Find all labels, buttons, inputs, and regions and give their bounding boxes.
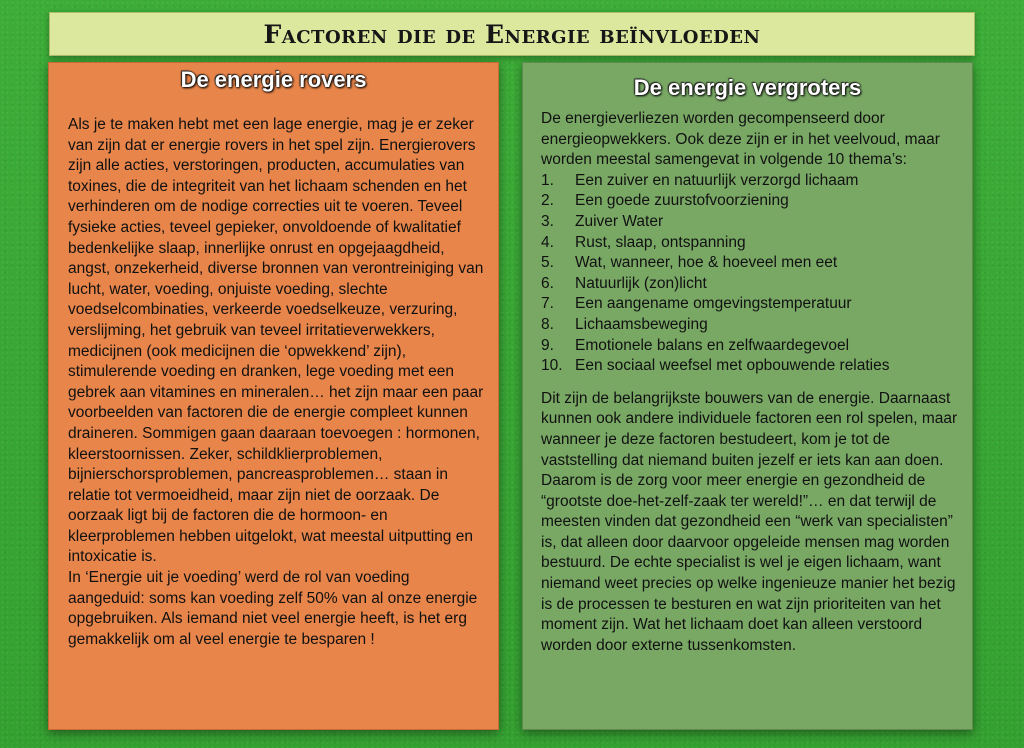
list-item-number: 2.: [541, 192, 554, 210]
spacer: [541, 377, 960, 389]
list-item: [541, 315, 960, 336]
list-item: [541, 274, 960, 295]
list-item-text: Rust, slaap, ontspanning: [575, 233, 746, 251]
list-item: [541, 356, 960, 377]
list-item-number: 8.: [541, 315, 554, 333]
list-item-text: Een sociaal weefsel met opbouwende relaties: [575, 357, 890, 375]
list-item-number: 1.: [541, 171, 554, 189]
list-item: [541, 336, 960, 357]
energy-boosters-intro: De energieverliezen worden gecompenseerd door energieopwekkers. Ook deze zijn er in het veelvoud, maar worden meestal samengevat in volgende 10 thema’s:: [541, 110, 940, 169]
energy-boosters-panel: [522, 62, 973, 730]
list-item: [541, 212, 960, 233]
energy-robbers-paragraph-2: In ‘Energie uit je voeding’ werd de rol van voeding aangeduid: soms kan voeding zelf 50% van al onze energie opgebruiken. Als iemand niet veel energie heeft, is het erg gemakkelijk om al veel energie te besparen !: [68, 569, 478, 648]
energy-boosters-outro: Dit zijn de belangrijkste bouwers van de energie. Daarnaast kunnen ook andere individuele factoren een rol spelen, maar wanneer je deze factoren bestudeert, kom je tot de vaststelling dat niemand buiten jezelf er iets kan aan doen. Daarom is de zorg voor meer energie en gezondheid de “grootste doe-het-zelf-zaak ter wereld!”… en dat terwijl de meesten vinden dat gezondheid een “werk van specialisten” is, dat alleen door daarvoor opgeleide mensen mag worden bestuurd. De echte specialist is wel je eigen lichaam, want niemand weet precies op welke ingenieuze manier het bezig is de processen te besturen en wat zijn prioriteiten van het moment zijn. Wat het lichaam doet kan alleen verstoord worden door externe tussenkomsten.: [541, 389, 958, 654]
list-item: [541, 191, 960, 212]
list-item-number: 7.: [541, 295, 554, 313]
list-item-text: Natuurlijk (zon)licht: [575, 274, 707, 292]
energy-robbers-panel: [48, 62, 499, 730]
list-item-text: Een goede zuurstofvoorziening: [575, 192, 789, 210]
list-item-text: Een aangename omgevingstemperatuur: [575, 295, 852, 313]
energy-robbers-heading: De energie rovers: [180, 67, 367, 92]
list-item: [541, 253, 960, 274]
energy-boosters-list: [541, 171, 960, 377]
list-item-text: Zuiver Water: [575, 212, 664, 230]
list-item-number: 3.: [541, 212, 554, 230]
energy-boosters-body: [541, 109, 960, 656]
list-item-text: Wat, wanneer, hoe & hoeveel men eet: [575, 254, 838, 272]
list-item: [541, 233, 960, 254]
energy-boosters-heading: De energie vergroters: [633, 75, 862, 100]
list-item: [541, 294, 960, 315]
energy-robbers-body: [68, 115, 486, 650]
list-item: [541, 171, 960, 192]
list-item-text: Emotionele balans en zelfwaardegevoel: [575, 336, 850, 354]
list-item-number: 5.: [541, 254, 554, 272]
list-item-text: Een zuiver en natuurlijk verzorgd lichaam: [575, 171, 859, 189]
page-title: Factoren die de Energie beïnvloeden: [263, 19, 761, 49]
list-item-number: 10.: [541, 357, 563, 375]
list-item-number: 4.: [541, 233, 554, 251]
title-banner: [49, 12, 975, 56]
energy-robbers-paragraph-1: Als je te maken hebt met een lage energie, mag je er zeker van zijn dat er energie rovers in het spel zijn. Energierovers zijn alle acties, verstoringen, producten, accumulaties van toxines, die de integriteit van het lichaam schenden en het verhinderen om de nodige correcties uit te voeren. Teveel fysieke acties, teveel gepieker, onvoldoende of kwalitatief bedenkelijke slaap, innerlijke onrust en opgejaagdheid, angst, onzekerheid, diverse bronnen van verontreiniging van lucht, water, voeding, onjuiste voeding, slechte voedselcombinaties, verkeerde voedselkeuze, verzuring, verslijming, het gebruik van teveel irritatieverwekkers, medicijnen (ook medicijnen die ‘opwekkend’ zijn), stimulerende voeding en dranken, lege voeding met een gebrek aan vitamines en mineralen… het zijn maar een paar voorbeelden van factoren die de energie compleet kunnen draineren. Sommigen gaan daaraan toevoegen : hormonen, kleerstoornissen. Zeker, schildklierproblemen, bijnierschorsproblemen, pancreasproblemen… staan in relatie tot vermoeidheid, maar zijn niet de oorzaak. De oorzaak ligt bij de factoren die de hormoon- en kleerproblemen hebben uitgelokt, wat meestal uitputting en intoxicatie is.: [68, 116, 484, 566]
list-item-number: 6.: [541, 274, 554, 292]
list-item-number: 9.: [541, 336, 554, 354]
list-item-text: Lichaamsbeweging: [575, 315, 708, 333]
